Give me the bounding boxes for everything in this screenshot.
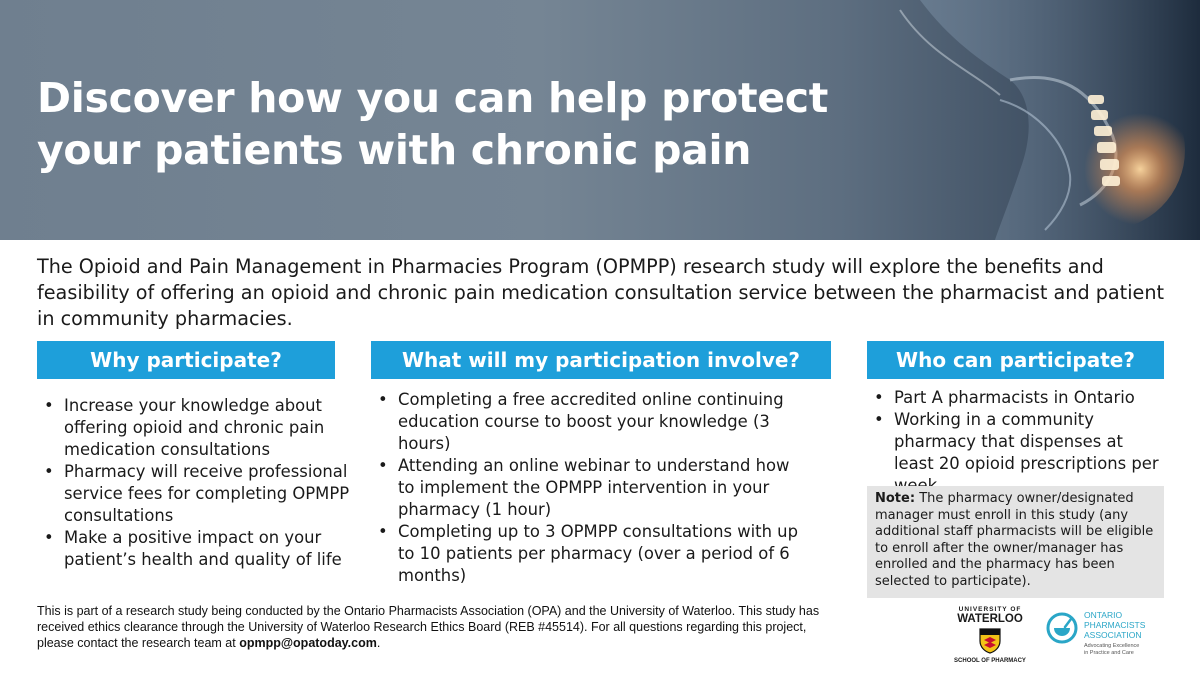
list-item: • Attending an online webinar to understand how to implement the OPMPP intervention in your pharmacy (1 hour) <box>371 455 811 521</box>
list-item: • Part A pharmacists in Ontario <box>867 387 1167 409</box>
participation-involve-list <box>371 389 811 587</box>
participation-involve-heading: What will my participation involve? <box>371 341 831 379</box>
spine-pain-illustration <box>860 0 1200 240</box>
who-can-participate-heading: Who can participate? <box>867 341 1164 379</box>
intro-paragraph: The Opioid and Pain Management in Pharmacies Program (OPMPP) research study will explore the benefits and feasibility of offering an opioid and chronic pain medication consultation service between the pharmacist and patient in community pharmacies. <box>37 255 1165 330</box>
university-of-waterloo-logo <box>952 606 1028 668</box>
contact-email-link[interactable]: opmpp@opatoday.com <box>239 636 377 650</box>
opa-mortar-pestle-icon <box>1046 612 1078 644</box>
list-item: • Completing up to 3 OPMPP consultations with up to 10 patients per pharmacy (over a period of 6 months) <box>371 521 811 587</box>
opa-tag2: in Practice and Care <box>1084 650 1134 656</box>
opa-line3: ASSOCIATION <box>1084 630 1142 640</box>
hero-banner <box>0 0 1200 240</box>
list-item: • Working in a community pharmacy that dispenses at least 20 opioid prescriptions per <box>867 409 1167 497</box>
opa-line2: PHARMACISTS <box>1084 620 1146 630</box>
list-item: • Pharmacy will receive professional service fees for completing OPMPP consultations <box>37 461 362 527</box>
list-item: • Make a positive impact on your patient’s health and quality of life <box>37 527 362 571</box>
note-label: Note: <box>875 491 916 506</box>
footer-end: . <box>376 636 381 650</box>
list-item: • Increase your knowledge about offering opioid and chronic pain medication consultations <box>37 395 362 461</box>
page-title: Discover how you can help protect your patients with chronic pain <box>37 74 829 174</box>
why-participate-list <box>37 395 362 571</box>
list-item: • Completing a free accredited online continuing education course to boost your knowledge (3 hours) <box>371 389 811 455</box>
uw-crest-icon <box>979 628 1001 654</box>
note-box <box>867 486 1164 598</box>
opa-tag1: Advocating Excellence <box>1084 643 1140 649</box>
opa-line1: ONTARIO <box>1084 610 1123 620</box>
who-can-participate-list <box>867 387 1167 497</box>
why-participate-heading: Why participate? <box>37 341 335 379</box>
uw-sub-text: SCHOOL OF PHARMACY <box>954 658 1026 664</box>
note-text: The pharmacy owner/designated manager must enroll in this study (any additional staff pharmacists will be eligible to enroll after the owner/manager has enrolled and the pharmacy has been selected to participate). <box>875 491 1154 589</box>
footer-disclaimer <box>37 603 842 651</box>
uw-name-text: WATERLOO <box>957 613 1023 625</box>
ontario-pharmacists-association-logo <box>1046 610 1176 666</box>
footer-text: This is part of a research study being conducted by the Ontario Pharmacists Association (OPA) and the University of Waterloo. This study has received ethics clearance through the University of Waterloo Research Ethics Board (REB #45514). For all questions regarding this project, please contact the research team at <box>37 604 820 650</box>
uw-top-text: UNIVERSITY OF <box>958 606 1022 613</box>
